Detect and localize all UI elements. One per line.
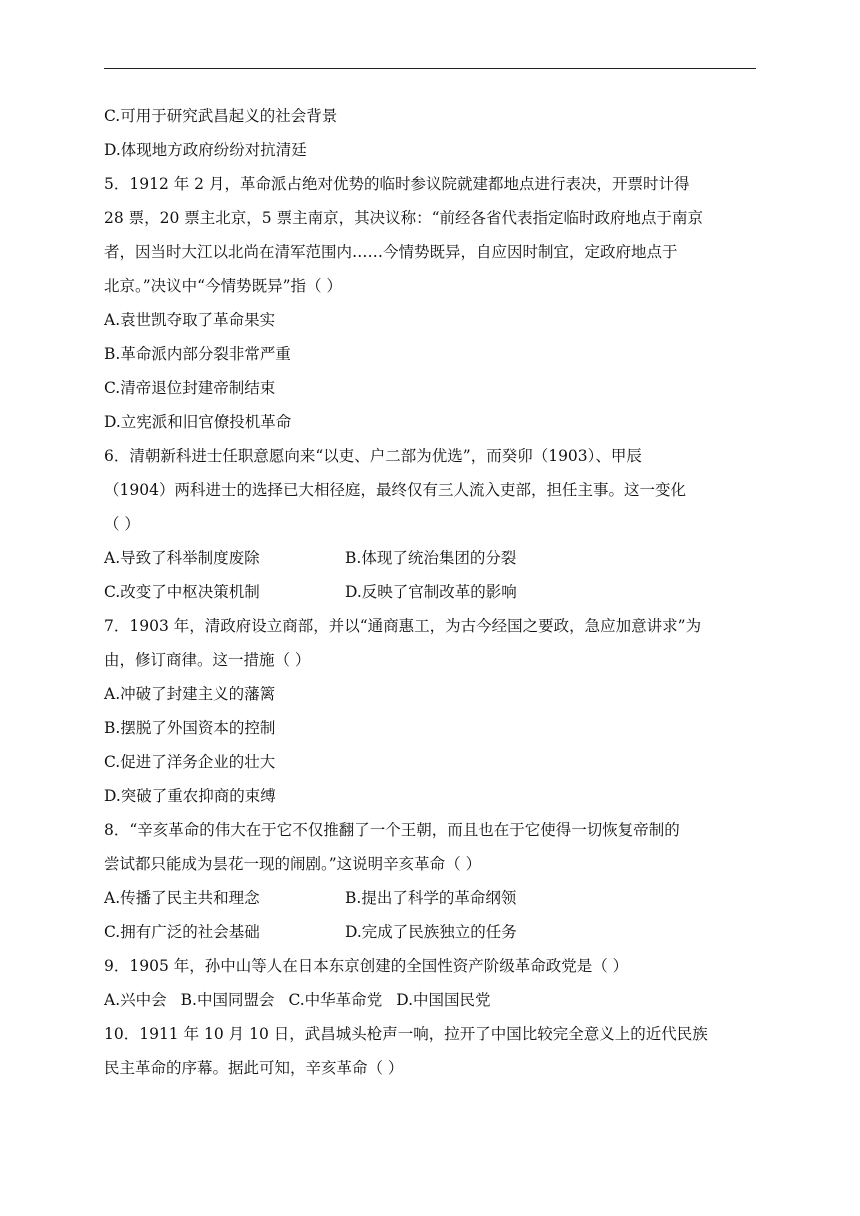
q5-stem-line-2: 28 票，20 票主北京，5 票主南京，其决议称：“前经各省代表指定临时政府地点于南京 xyxy=(104,209,704,227)
q7-option-b: B.摆脱了外国资本的控制 xyxy=(104,719,276,737)
q8-stem-line-1: 8．“辛亥革命的伟大在于它不仅推翻了一个王朝，而且也在于它使得一切恢复帝制的 xyxy=(104,821,680,839)
q8-option-c: C.拥有广泛的社会基础 xyxy=(104,923,260,941)
q6-stem-line-2: （1904）两科进士的选择已大相径庭，最终仅有三人流入吏部，担任主事。这一变化 xyxy=(104,481,686,499)
q9-options-row xyxy=(104,983,760,1017)
q9-option-a: A.兴中会 xyxy=(104,991,167,1009)
q6-option-c: C.改变了中枢决策机制 xyxy=(104,583,260,601)
q4-option-d: D.体现地方政府纷纷对抗清廷 xyxy=(104,141,307,159)
q6-option-d: D.反映了官制改革的影响 xyxy=(345,583,517,601)
q6-option-a: A.导致了科举制度废除 xyxy=(104,549,260,567)
q6-stem-line-1: 6．清朝新科进士任职意愿向来“以吏、户二部为优选”，而癸卯（1903）、甲辰 xyxy=(104,447,642,465)
q6-option-b: B.体现了统治集团的分裂 xyxy=(345,549,517,567)
q5-stem-line-1: 5．1912 年 2 月，革命派占绝对优势的临时参议院就建都地点进行表决，开票时计得 xyxy=(104,175,690,193)
q7-option-a: A.冲破了封建主义的藩篱 xyxy=(104,685,276,703)
q6-options-row-1 xyxy=(104,541,760,575)
q6-stem-line-3: （ ） xyxy=(104,515,140,533)
q8-option-a: A.传播了民主共和理念 xyxy=(104,889,260,907)
q7-option-d: D.突破了重农抑商的束缚 xyxy=(104,787,276,805)
q8-option-b: B.提出了科学的革命纲领 xyxy=(345,889,517,907)
q8-options-row-2 xyxy=(104,915,760,949)
q4-option-c: C.可用于研究武昌起义的社会背景 xyxy=(104,107,338,125)
q5-option-c: C.清帝退位封建帝制结束 xyxy=(104,379,276,397)
q5-stem-line-3: 者，因当时大江以北尚在清军范围内……今情势既异，自应因时制宜，定政府地点于 xyxy=(104,243,678,261)
q5-option-d: D.立宪派和旧官僚投机革命 xyxy=(104,413,292,431)
q7-stem-line-1: 7．1903 年，清政府设立商部，并以“通商惠工，为古今经国之要政，急应加意讲求”为 xyxy=(104,617,702,635)
q10-stem-line-1: 10．1911 年 10 月 10 日，武昌城头枪声一响，拉开了中国比较完全意义上的近代民族 xyxy=(104,1025,708,1043)
q9-stem-line-1: 9．1905 年，孙中山等人在日本东京创建的全国性资产阶级革命政党是（ ） xyxy=(104,957,629,975)
header-rule xyxy=(104,68,756,69)
q8-options-row-1 xyxy=(104,881,760,915)
q10-stem-line-2: 民主革命的序幕。据此可知，辛亥革命（ ） xyxy=(104,1059,404,1077)
q8-stem-line-2: 尝试都只能成为昙花一现的闹剧。”这说明辛亥革命（ ） xyxy=(104,855,482,873)
q5-option-a: A.袁世凯夺取了革命果实 xyxy=(104,311,276,329)
q9-option-c: C.中华革命党 xyxy=(288,991,383,1009)
q9-option-b: B.中国同盟会 xyxy=(180,991,275,1009)
q6-options-row-2 xyxy=(104,575,760,609)
q5-stem-line-4: 北京。”决议中“今情势既异”指（ ） xyxy=(104,277,342,295)
q5-option-b: B.革命派内部分裂非常严重 xyxy=(104,345,291,363)
q7-stem-line-2: 由，修订商律。这一措施（ ） xyxy=(104,651,311,669)
q8-option-d: D.完成了民族独立的任务 xyxy=(345,923,517,941)
q7-option-c: C.促进了洋务企业的壮大 xyxy=(104,753,276,771)
question-list xyxy=(104,99,760,1085)
q9-option-d: D.中国国民党 xyxy=(396,991,491,1009)
